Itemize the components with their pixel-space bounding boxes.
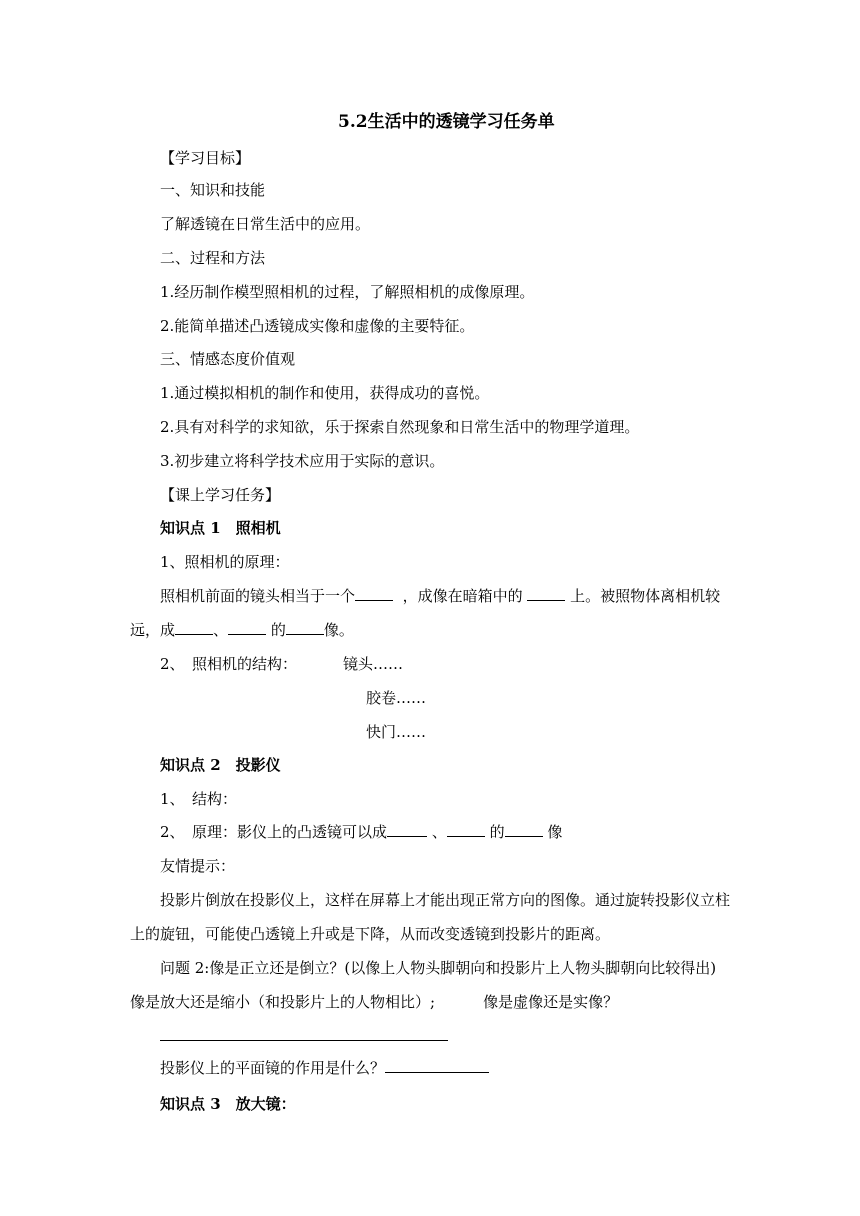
kp1-structure-film: 胶卷……	[366, 689, 427, 707]
kp2-q3-part-a: 像是放大还是缩小（和投影片上的人物相比）;	[130, 993, 436, 1011]
tasks-heading: 【课上学习任务】	[160, 486, 281, 504]
kp1-text-1a: 照相机前面的镜头相当于一个	[160, 587, 356, 605]
kp2-tip-line-2: 上的旋钮，可能使凸透镜上升或是下降，从而改变透镜到投影片的距离。	[130, 925, 611, 943]
kp2-question-3-line-1: 问题 2:像是正立还是倒立？(以像上人物头脚朝向和投影片上人物头脚朝向比较得出)	[160, 959, 717, 977]
kp1-fill-line-2	[130, 620, 354, 640]
section-1-item: 了解透镜在日常生活中的应用。	[160, 215, 371, 233]
kp2-question-4	[160, 1058, 489, 1078]
kp2-q3-part-b: 像是虚像还是实像？	[483, 993, 619, 1011]
answer-blank[interactable]	[387, 822, 427, 837]
knowledge-point-2-heading: 知识点 2 投影仪	[160, 756, 281, 774]
answer-blank[interactable]	[286, 620, 324, 635]
section-1-heading: 一、知识和技能	[160, 181, 266, 199]
knowledge-point-3-heading: 知识点 3 放大镜：	[160, 1095, 296, 1113]
kp1-text-1c: 上。被照物体离相机较	[570, 587, 721, 605]
kp2-text-2a: 2、 原理：影仪上的凸透镜可以成	[160, 823, 388, 841]
doc-title: 5.2生活中的透镜学习任务单	[338, 112, 555, 132]
kp1-question-2: 2、 照相机的结构：	[160, 655, 298, 673]
kp1-text-1b: ，成像在暗箱中的	[402, 587, 523, 605]
answer-blank[interactable]	[355, 586, 393, 601]
section-2-heading: 二、过程和方法	[160, 249, 266, 267]
section-2-item-1: 1.经历制作模型照相机的过程，了解照相机的成像原理。	[160, 283, 535, 301]
answer-blank[interactable]	[385, 1058, 489, 1073]
kp2-question-2	[160, 822, 562, 842]
kp2-q4-text: 投影仪上的平面镜的作用是什么？	[160, 1059, 386, 1077]
answer-blank[interactable]	[505, 822, 543, 837]
kp1-structure-shutter: 快门……	[366, 723, 427, 741]
answer-blank[interactable]	[527, 586, 565, 601]
section-3-item-2: 2.具有对科学的求知欲，乐于探索自然现象和日常生活中的物理学道理。	[160, 418, 640, 436]
section-3-item-1: 1.通过模拟相机的制作和使用，获得成功的喜悦。	[160, 384, 490, 402]
answer-line[interactable]	[160, 1040, 448, 1041]
kp1-text-2a: 远，成	[130, 621, 176, 639]
kp2-text-2d: 像	[547, 823, 563, 841]
answer-blank[interactable]	[447, 822, 485, 837]
objectives-heading: 【学习目标】	[160, 149, 251, 167]
kp2-question-1: 1、 结构：	[160, 790, 238, 808]
section-3-item-3: 3.初步建立将科学技术应用于实际的意识。	[160, 452, 445, 470]
kp1-question-1: 1、照相机的原理：	[160, 553, 290, 571]
kp1-fill-line-1	[160, 586, 720, 606]
answer-blank[interactable]	[175, 620, 213, 635]
section-3-heading: 三、情感态度价值观	[160, 350, 296, 368]
kp1-text-2c: 的	[270, 621, 286, 639]
kp2-tip-line-1: 投影片倒放在投影仪上，这样在屏幕上才能出现正常方向的图像。通过旋转投影仪立柱	[160, 891, 731, 909]
section-2-item-2: 2.能简单描述凸透镜成实像和虚像的主要特征。	[160, 317, 475, 335]
knowledge-point-1-heading: 知识点 1 照相机	[160, 519, 281, 537]
kp2-question-3-line-2	[130, 992, 618, 1012]
kp2-text-2b: 、	[431, 823, 447, 841]
kp1-text-2d: 像。	[323, 621, 354, 639]
kp2-text-2c: 的	[489, 823, 505, 841]
kp1-structure-lens: 镜头……	[343, 655, 404, 673]
answer-blank[interactable]	[228, 620, 266, 635]
kp1-text-2b: 、	[213, 621, 229, 639]
kp2-tip-label: 友情提示：	[160, 857, 236, 875]
